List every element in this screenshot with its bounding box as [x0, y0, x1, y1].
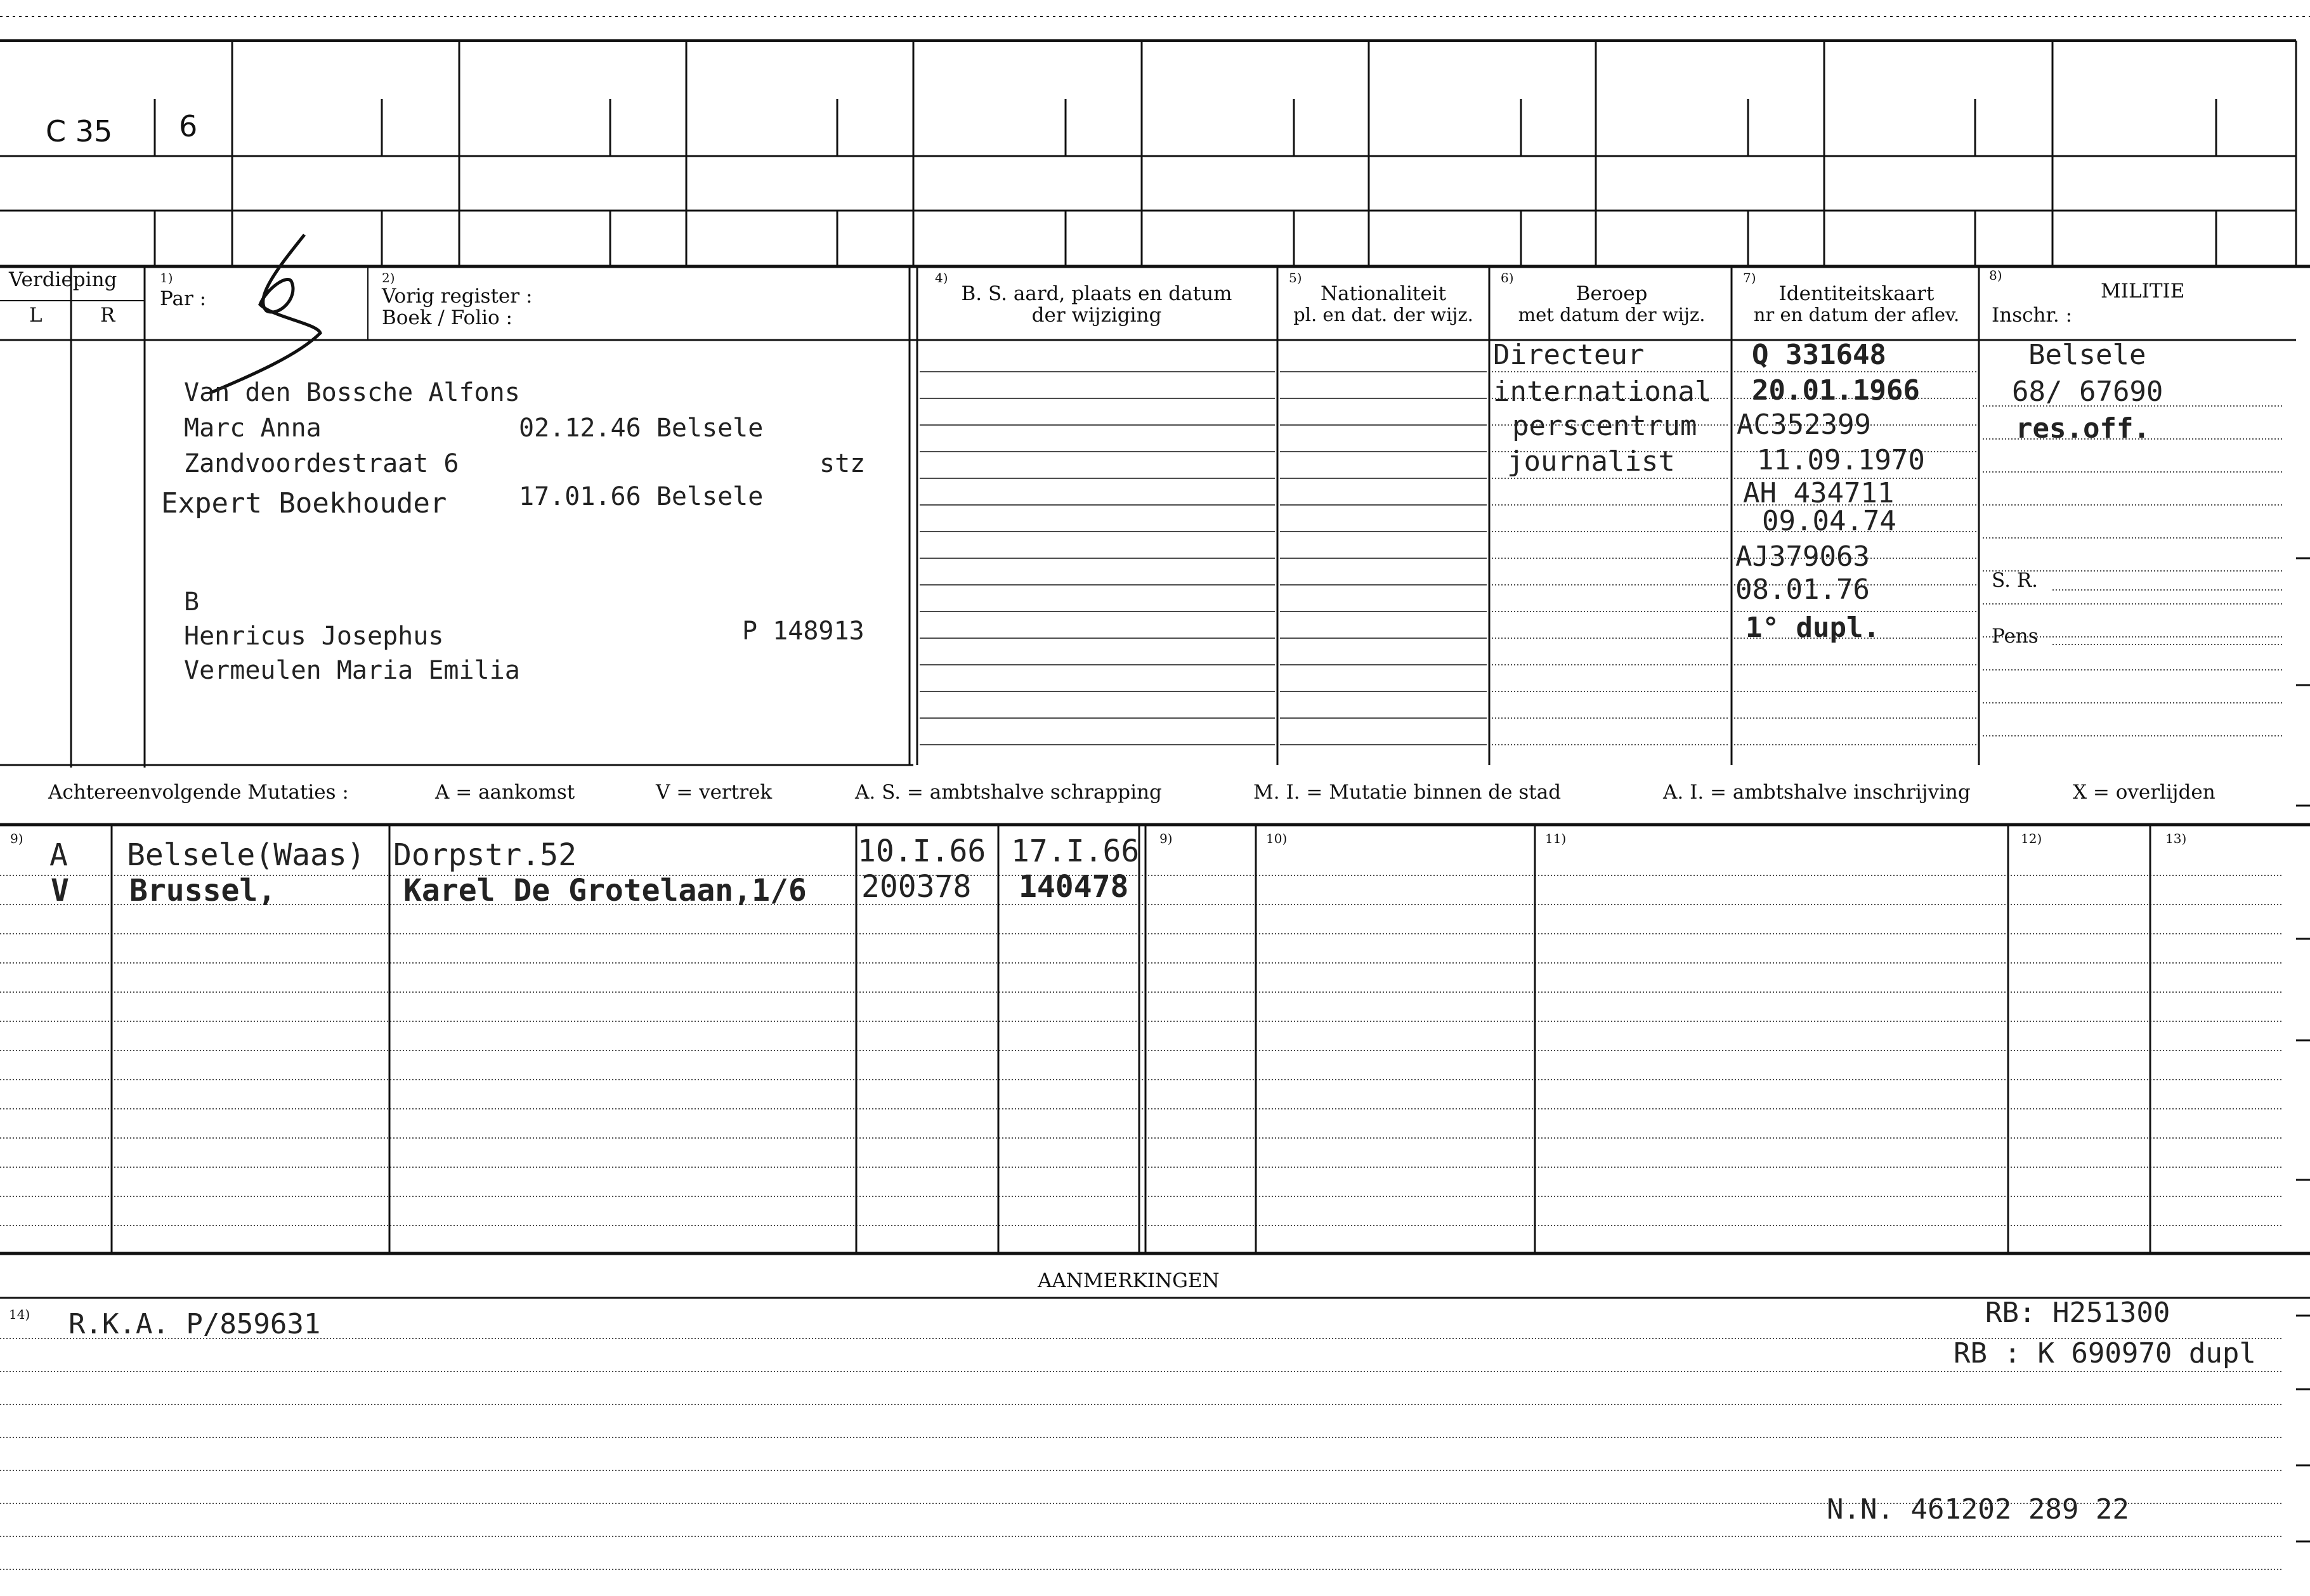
- remark-rb-1: RB: H251300: [1985, 1297, 2170, 1329]
- field-number-2: 2): [382, 270, 395, 285]
- remarks-field-number: 14): [9, 1307, 30, 1322]
- person-reference: P 148913: [742, 617, 865, 646]
- person-given-names: Marc Anna: [184, 414, 322, 443]
- id-date-4: 08.01.76: [1735, 573, 1870, 606]
- mut-col-num-10: 10): [1266, 831, 1288, 846]
- mut-col-num-13: 13): [2165, 831, 2187, 846]
- legend-a: A = aankomst: [435, 781, 575, 804]
- legend-x: X = overlijden: [2073, 781, 2215, 804]
- beroep-line-2: international: [1493, 376, 1712, 408]
- mutation-2-date2: 140478: [1019, 869, 1129, 905]
- pens-label: Pens: [1992, 625, 2039, 648]
- field-number-5: 5): [1289, 270, 1302, 285]
- nationaliteit-label-1: Nationaliteit: [1320, 282, 1447, 305]
- person-address: Zandvoordestraat 6: [184, 449, 459, 478]
- field-number-6: 6): [1501, 270, 1514, 285]
- person-letter: B: [184, 587, 200, 617]
- mut-col-num-9b: 9): [1159, 831, 1173, 846]
- id-number-4: AJ379063: [1735, 540, 1870, 573]
- id-duplicate-note: 1° dupl.: [1746, 612, 1880, 644]
- index-number: 6: [179, 109, 198, 143]
- sr-label: S. R.: [1992, 569, 2039, 592]
- verdieping-r: R: [100, 304, 115, 327]
- beroep-label-1: Beroep: [1576, 282, 1648, 305]
- militie-number: 68/ 67690: [2012, 376, 2163, 408]
- par-label: Par :: [160, 287, 207, 310]
- field-number-4: 4): [935, 270, 948, 285]
- id-date-2: 11.09.1970: [1757, 444, 1925, 476]
- legend-as: A. S. = ambtshalve schrapping: [855, 781, 1162, 804]
- person-father: Henricus Josephus: [184, 622, 444, 651]
- nationaliteit-label-2: pl. en dat. der wijz.: [1293, 304, 1473, 325]
- mutation-1-place: Belsele(Waas): [127, 837, 365, 873]
- mut-col-num-9: 9): [10, 831, 23, 846]
- militie-status: res.off.: [2016, 412, 2150, 445]
- vorig-register-label: Vorig register :: [382, 285, 533, 308]
- id-number-3: AH 434711: [1743, 477, 1895, 509]
- field-number-7: 7): [1743, 270, 1756, 285]
- person-profession-date: 17.01.66 Belsele: [519, 482, 764, 511]
- person-birth: 02.12.46 Belsele: [519, 414, 764, 443]
- mutation-2-place: Brussel,: [129, 873, 277, 908]
- beroep-line-1: Directeur: [1493, 339, 1645, 371]
- identiteit-label-2: nr en datum der aflev.: [1753, 304, 1960, 325]
- militie-place: Belsele: [2028, 339, 2146, 371]
- remark-rka: R.K.A. P/859631: [69, 1308, 321, 1340]
- id-date-1: 20.01.1966: [1752, 374, 1920, 407]
- legend-v: V = vertrek: [656, 781, 773, 804]
- person-profession: Expert Boekhouder: [161, 487, 447, 520]
- remarks-title: AANMERKINGEN: [1038, 1269, 1220, 1292]
- field-number-1: 1): [160, 270, 173, 285]
- legend-mi: M. I. = Mutatie binnen de stad: [1253, 781, 1562, 804]
- militie-label: MILITIE: [2101, 280, 2185, 303]
- boek-folio-label: Boek / Folio :: [382, 306, 512, 329]
- id-date-3: 09.04.74: [1762, 505, 1896, 537]
- person-name: Van den Bossche Alfons: [184, 378, 520, 407]
- mut-col-num-11: 11): [1545, 831, 1567, 846]
- beroep-line-4: journalist: [1507, 445, 1675, 478]
- mutation-2-street: Karel De Grotelaan,1/6: [403, 873, 807, 908]
- mutation-2-type: V: [51, 873, 69, 908]
- mutation-1-date1: 10.I.66: [858, 834, 986, 869]
- bs-label-2: der wijziging: [1031, 304, 1162, 327]
- bs-label-1: B. S. aard, plaats en datum: [961, 282, 1232, 305]
- index-code: C 35: [46, 114, 113, 148]
- identiteit-label-1: Identiteitskaart: [1778, 282, 1935, 305]
- legend-ai: A. I. = ambtshalve inschrijving: [1663, 781, 1971, 804]
- verdieping-label: Verdieping: [9, 268, 117, 291]
- beroep-line-3: perscentrum: [1512, 410, 1697, 442]
- remark-nn: N.N. 461202 289 22: [1827, 1493, 2129, 1526]
- person-status: stz: [819, 449, 866, 478]
- mutation-1-street: Dorpstr.52: [393, 837, 577, 873]
- id-number-1: Q 331648: [1752, 339, 1886, 371]
- mutation-1-date2: 17.I.66: [1011, 834, 1140, 869]
- beroep-label-2: met datum der wijz.: [1518, 304, 1706, 325]
- par-signature-mark: [209, 235, 320, 393]
- legend-title: Achtereenvolgende Mutaties :: [48, 781, 349, 804]
- mut-col-num-12: 12): [2021, 831, 2042, 846]
- person-mother: Vermeulen Maria Emilia: [184, 656, 520, 685]
- mutation-2-date1: 200378: [861, 869, 972, 905]
- field-number-8: 8): [1989, 268, 2002, 283]
- mutation-1-type: A: [49, 837, 68, 873]
- inschr-label: Inschr. :: [1992, 304, 2073, 327]
- remark-rb-2: RB : K 690970 dupl: [1954, 1337, 2256, 1370]
- id-number-2: AC352399: [1737, 409, 1871, 441]
- verdieping-l: L: [29, 304, 42, 327]
